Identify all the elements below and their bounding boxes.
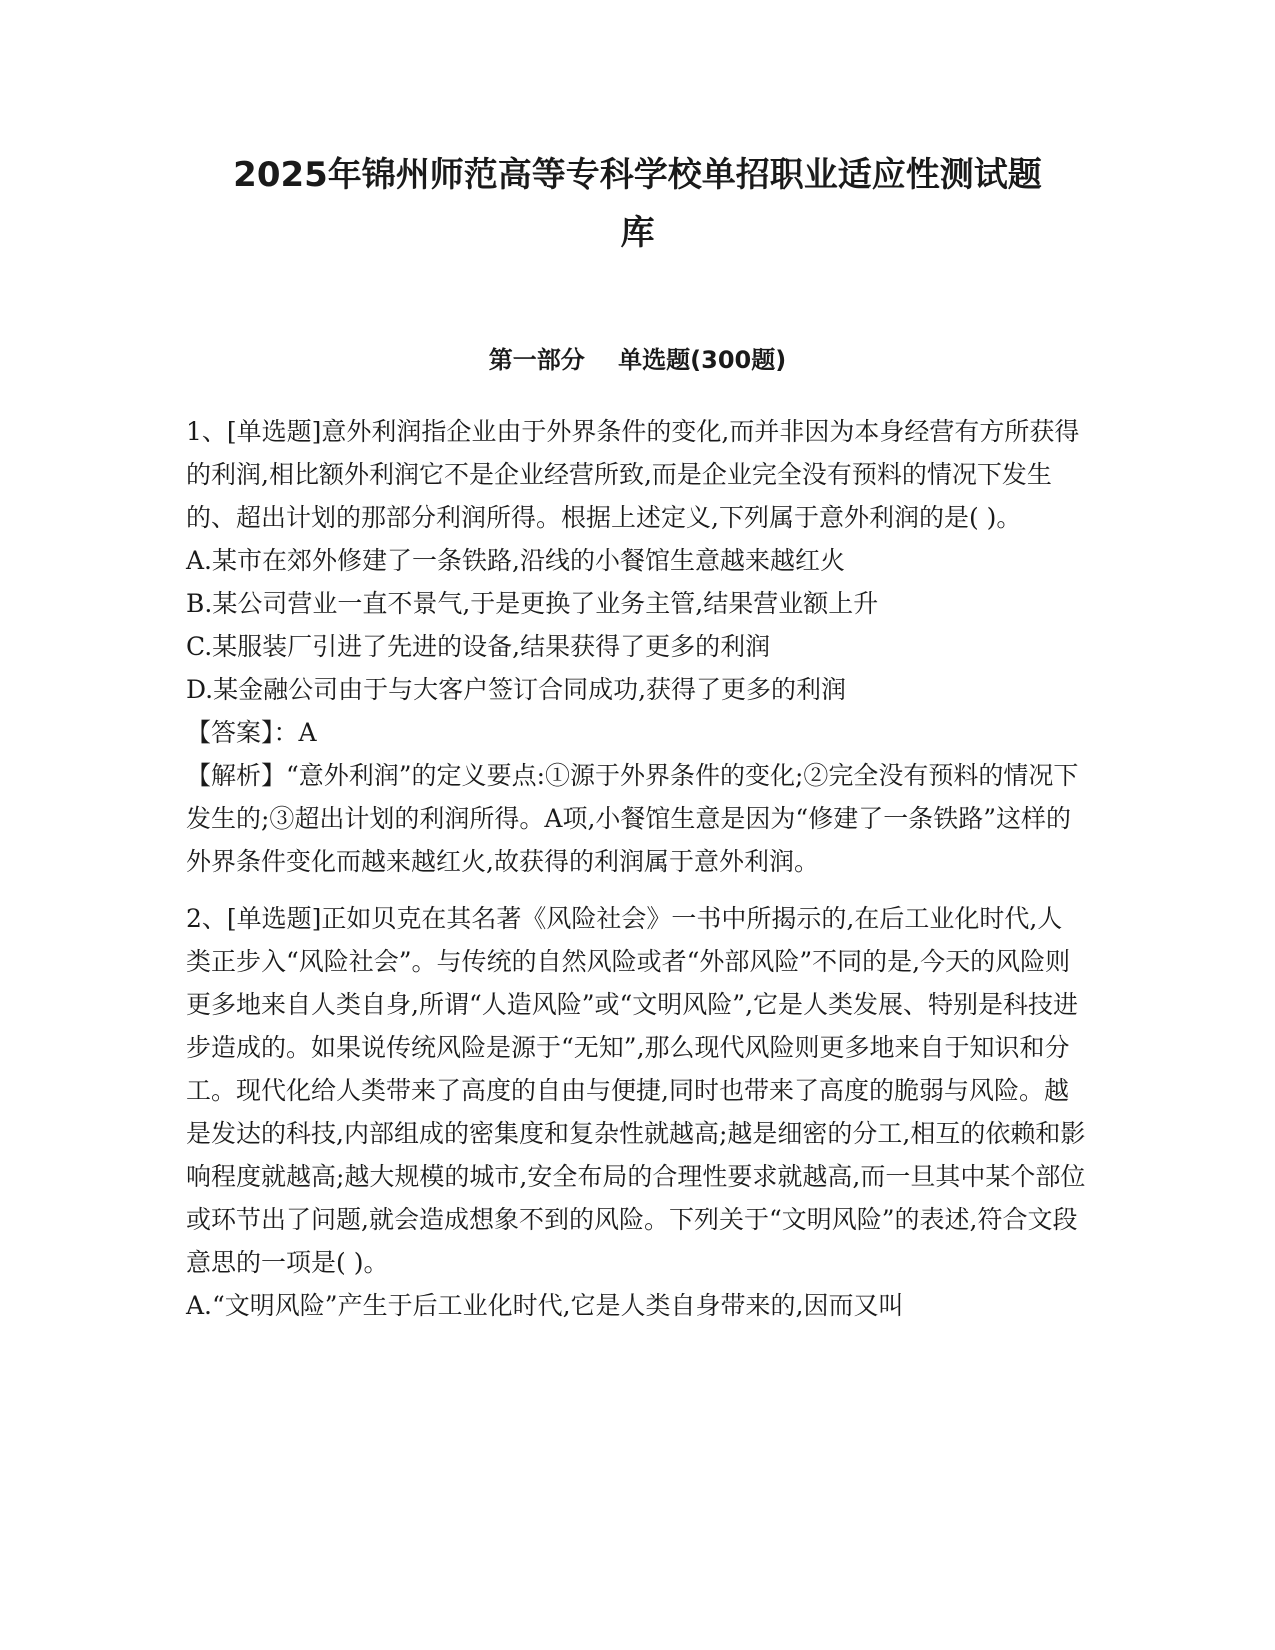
- document-title: [160, 146, 1115, 262]
- question-2: [186, 897, 1086, 1327]
- answer-line: 【答案】：A: [186, 718, 317, 747]
- question-stem: 1、[单选题]意外利润指企业由于外界条件的变化,而并非因为本身经营有方所获得的利润,相比额外利润它不是企业经营所致,而是企业完全没有预料的情况下发生的、超出计划的那部分利润所得。根据上述定义,下列属于意外利润的是( )。: [186, 417, 1080, 532]
- document-title-line2: 库: [620, 213, 655, 253]
- question-spacer: [186, 883, 1086, 897]
- option-c: C.某服装厂引进了先进的设备,结果获得了更多的利润: [186, 632, 771, 661]
- analysis-text: 【解析】“意外利润”的定义要点:①源于外界条件的变化;②完全没有预料的情况下发生的;③超出计划的利润所得。A项,小餐馆生意是因为“修建了一条铁路”这样的外界条件变化而越来越红火,故获得的利润属于意外利润。: [186, 761, 1079, 876]
- option-d: D.某金融公司由于与大客户签订合同成功,获得了更多的利润: [186, 675, 847, 704]
- section-heading: 第一部分 单选题(300题): [488, 346, 787, 374]
- question-list: [186, 410, 1086, 1327]
- question-1: [186, 410, 1086, 883]
- option-a: A.某市在郊外修建了一条铁路,沿线的小餐馆生意越来越红火: [186, 546, 845, 575]
- question-stem: 2、[单选题]正如贝克在其名著《风险社会》一书中所揭示的,在后工业化时代,人类正步入“风险社会”。与传统的自然风险或者“外部风险”不同的是,今天的风险则更多地来自人类自身,所谓“人造风险”或“文明风险”,它是人类发展、特别是科技进步造成的。如果说传统风险是源于“无知”,那么现代风险则更多地来自于知识和分工。现代化给人类带来了高度的自由与便捷,同时也带来了高度的脆弱与风险。越是发达的科技,内部组成的密集度和复杂性就越高;越是细密的分工,相互的依赖和影响程度就越高;越大规模的城市,安全布局的合理性要求就越高,而一旦其中某个部位或环节出了问题,就会造成想象不到的风险。下列关于“文明风险”的表述,符合文段意思的一项是( )。: [186, 904, 1086, 1277]
- option-b: B.某公司营业一直不景气,于是更换了业务主管,结果营业额上升: [186, 589, 879, 618]
- document-title-line1: 2025年锦州师范高等专科学校单招职业适应性测试题: [233, 155, 1042, 195]
- option-a: A.“文明风险”产生于后工业化时代,它是人类自身带来的,因而又叫: [186, 1291, 904, 1320]
